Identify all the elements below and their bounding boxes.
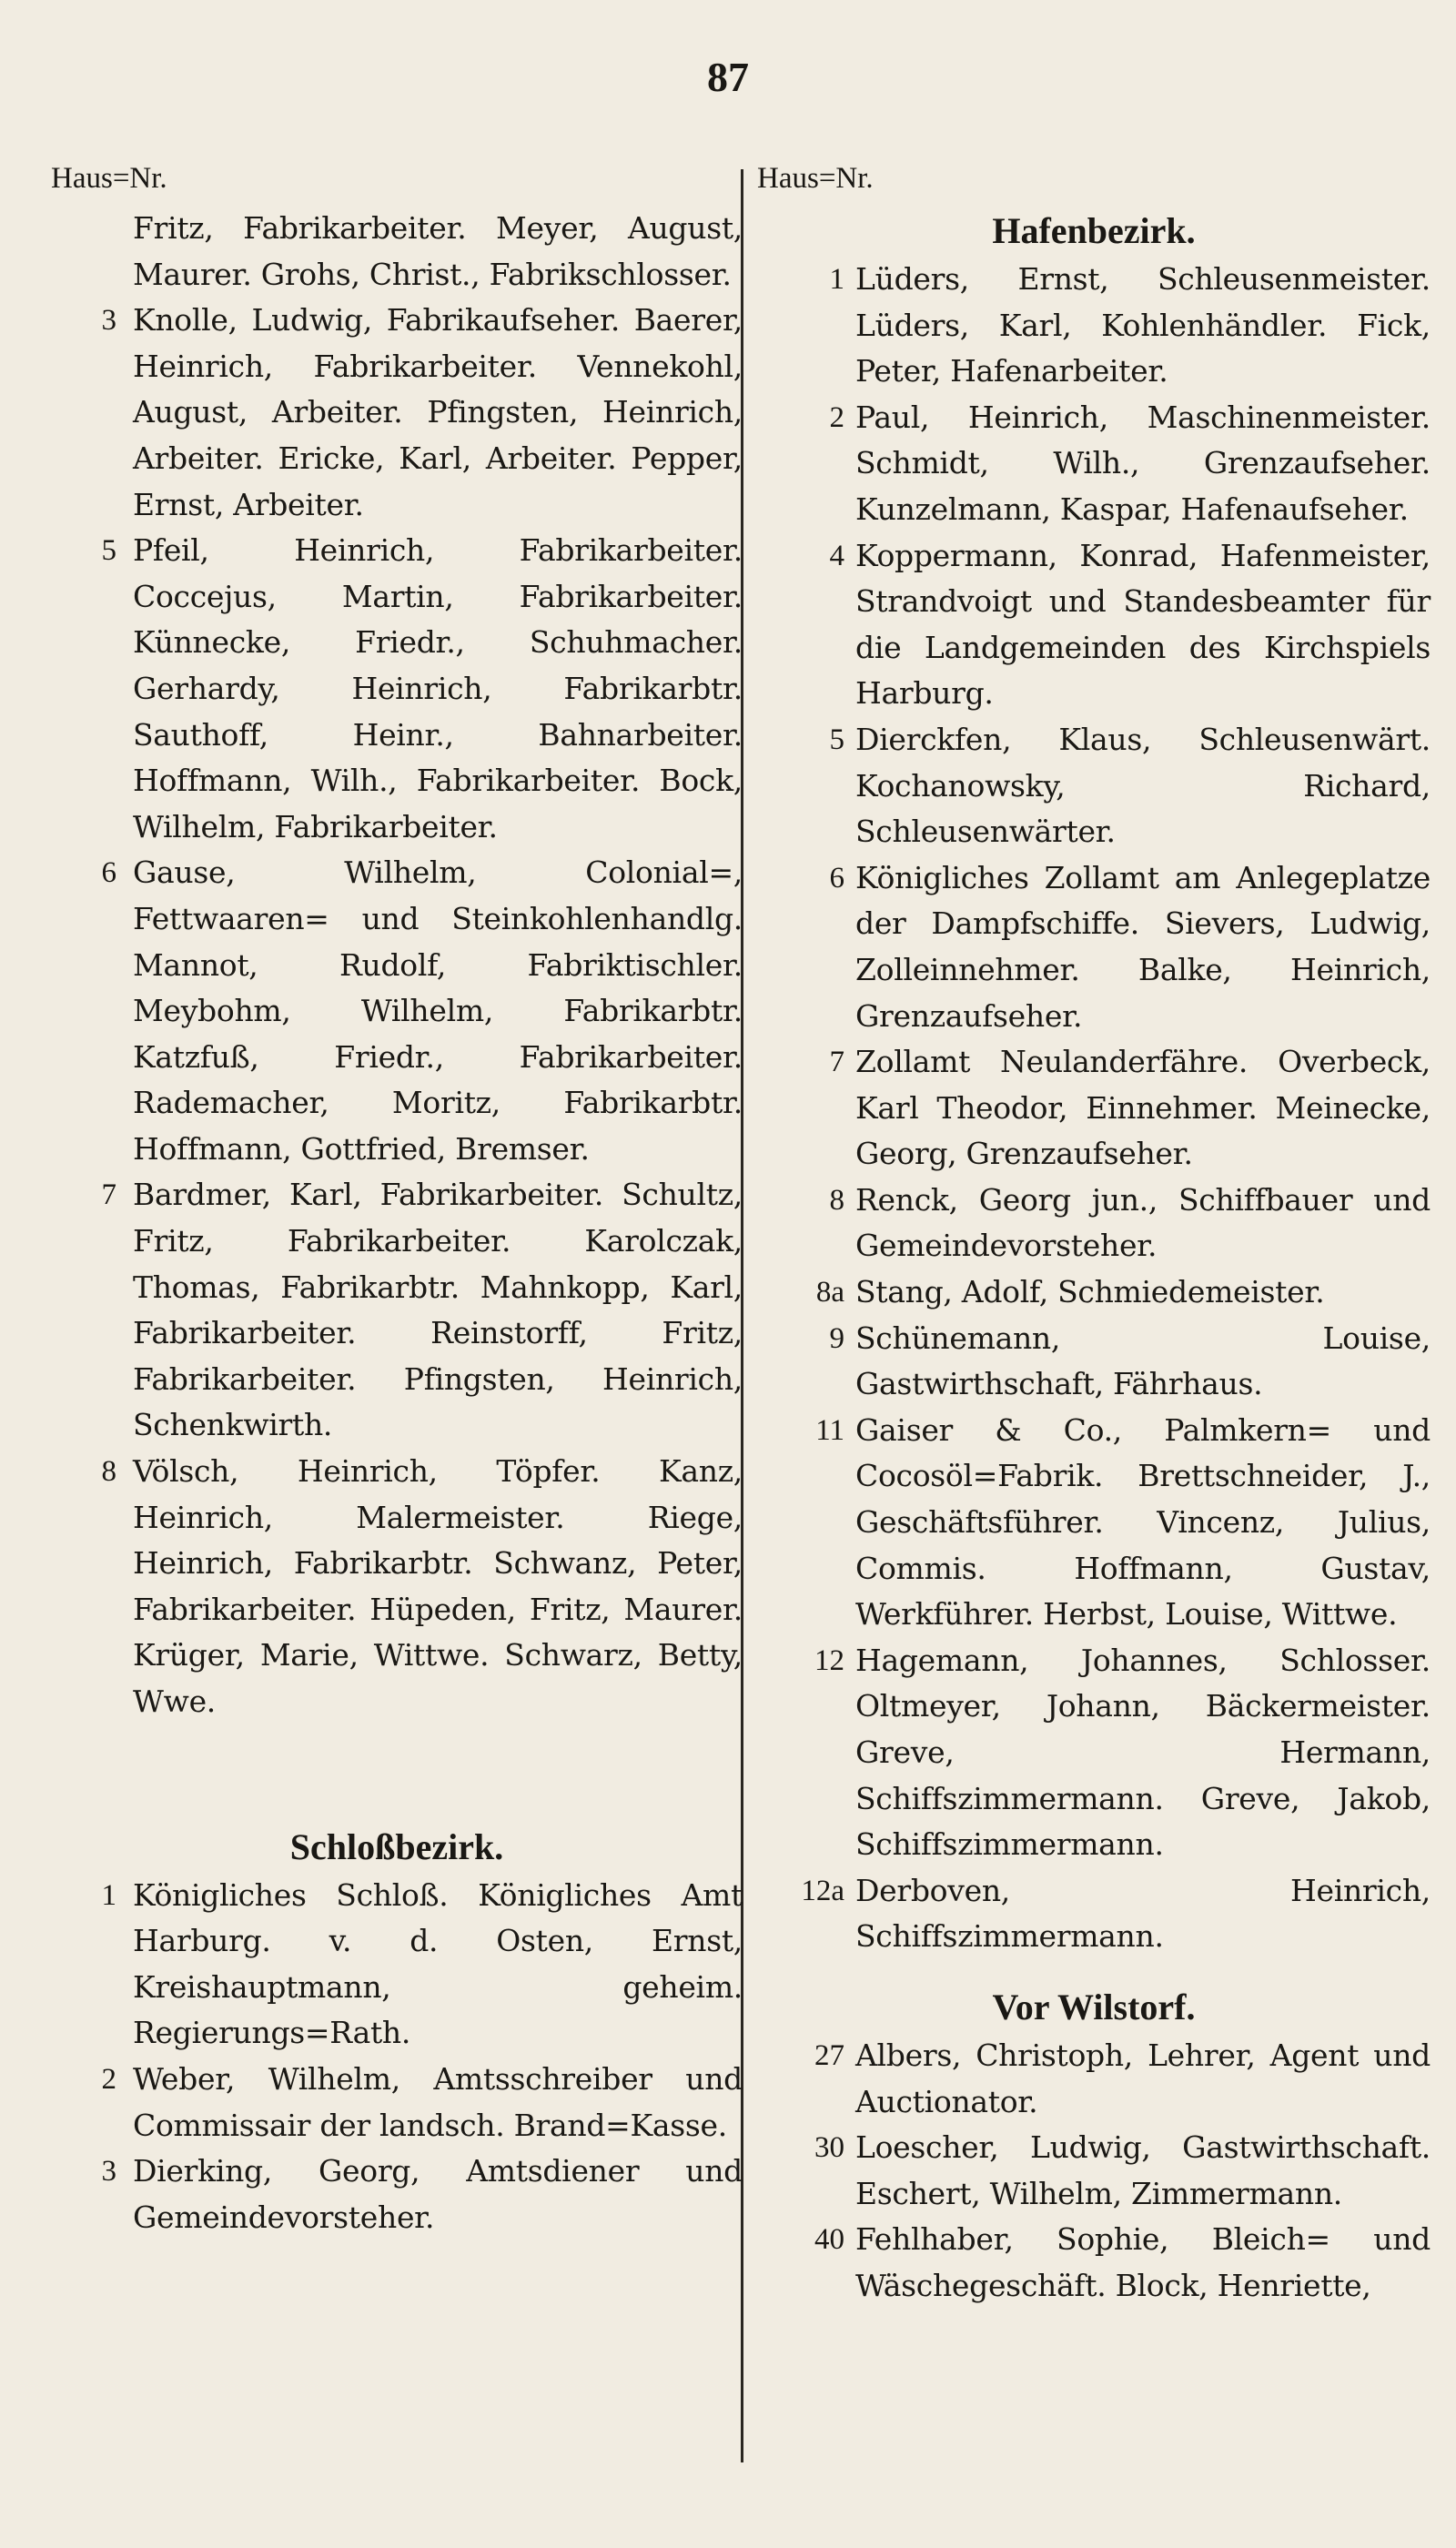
section-title-hafenbezirk: Hafenbezirk.	[992, 210, 1196, 251]
house-number: 40	[814, 2223, 844, 2257]
list-item	[51, 528, 743, 850]
list-item	[757, 1408, 1431, 1638]
list-item	[757, 1868, 1431, 1960]
house-number: 2	[101, 2062, 116, 2096]
house-number: 8a	[815, 1276, 844, 1309]
entry-text: Königliches Zollamt am Anlegeplatze der Dampfschiffe. Sievers, Ludwig, Zolleinnehmer. Balke, Heinrich, Grenzaufseher.	[855, 859, 1431, 1034]
entry-text: Weber, Wilhelm, Amtsschreiber und Commissair der landsch. Brand=Kasse.	[133, 2060, 743, 2143]
list-item	[757, 395, 1431, 533]
list-item	[757, 1039, 1431, 1178]
list-item	[51, 2057, 743, 2149]
list-item	[757, 2217, 1431, 2309]
entry-text: Loescher, Ludwig, Gastwirthschaft. Eschert, Wilhelm, Zimmermann.	[855, 2129, 1431, 2211]
list-item	[757, 717, 1431, 855]
entry-text: Schünemann, Louise, Gastwirthschaft, Fährhaus.	[855, 1320, 1431, 1402]
list-item	[757, 2125, 1431, 2217]
entry-text: Albers, Christoph, Lehrer, Agent und Auctionator.	[855, 2037, 1431, 2119]
section-spacer	[51, 1725, 743, 1822]
right-column	[757, 162, 1431, 2310]
house-number: 6	[101, 856, 116, 890]
page-number: 87	[707, 54, 749, 100]
house-number: 7	[101, 1178, 116, 1212]
entry-text: Gaiser & Co., Palmkern= und Cocosöl=Fabrik. Brettschneider, J., Geschäftsführer. Vincenz, Julius, Commis. Hoffmann, Gustav, Werkführer. Herbst, Louise, Wittwe.	[855, 1411, 1431, 1633]
house-number: 11	[815, 1413, 844, 1447]
entry-text: Völsch, Heinrich, Töpfer. Kanz, Heinrich, Malermeister. Riege, Heinrich, Fabrikarbtr. Schwanz, Peter, Fabrikarbeiter. Hüpeden, Fritz, Maurer. Krüger, Marie, Wittwe. Schwarz, Betty, Wwe.	[133, 1453, 743, 1719]
entry-text: Pfeil, Heinrich, Fabrikarbeiter. Coccejus, Martin, Fabrikarbeiter. Künnecke, Friedr., Schuhmacher. Gerhardy, Heinrich, Fabrikarbtr. Sauthoff, Heinr., Bahnarbeiter. Hoffmann, Wilh., Fabrikarbeiter. Bock, Wilhelm, Fabrikarbeiter.	[133, 532, 743, 844]
house-number: 1	[829, 263, 844, 296]
list-item	[757, 1638, 1431, 1868]
entry-text: Hagemann, Johannes, Schlosser. Oltmeyer, Johann, Bäckermeister. Greve, Hermann, Schiffszimmermann. Greve, Jakob, Schiffszimmermann.	[855, 1642, 1431, 1863]
house-number: 2	[829, 400, 844, 434]
house-number: 8	[101, 1455, 116, 1489]
list-item	[51, 1873, 743, 2057]
list-item	[757, 1269, 1431, 1316]
entry-text: Dierking, Georg, Amtsdiener und Gemeindevorsteher.	[133, 2153, 743, 2235]
entry-text: Lüders, Ernst, Schleusenmeister. Lüders, Karl, Kohlenhändler. Fick, Peter, Hafenarbeiter.	[855, 261, 1431, 389]
list-item	[757, 1178, 1431, 1269]
entry-text: Dierckfen, Klaus, Schleusenwärt. Kochanowsky, Richard, Schleusenwärter.	[855, 721, 1431, 850]
house-number	[51, 206, 133, 298]
list-item	[51, 1172, 743, 1449]
list-item	[51, 1449, 743, 1725]
list-item	[757, 2033, 1431, 2125]
house-number: 3	[101, 304, 116, 338]
entry-text: Zollamt Neulanderfähre. Overbeck, Karl Theodor, Einnehmer. Meinecke, Georg, Grenzaufseher.	[855, 1044, 1431, 1172]
section-spacer	[757, 1960, 1431, 1982]
list-item	[51, 850, 743, 1172]
entry-text: Paul, Heinrich, Maschinenmeister. Schmidt, Wilh., Grenzaufseher. Kunzelmann, Kaspar, Hafenaufseher.	[855, 399, 1431, 527]
house-number: 5	[101, 534, 116, 568]
entry-text: Renck, Georg jun., Schiffbauer und Gemeindevorsteher.	[855, 1181, 1431, 1264]
list-item	[51, 2149, 743, 2240]
list-item	[51, 206, 743, 298]
list-item	[757, 1316, 1431, 1408]
house-number-header: Haus=Nr.	[51, 162, 167, 195]
entry-text: Koppermann, Konrad, Hafenmeister, Strandvoigt und Standesbeamter für die Landgemeinden des Kirchspiels Harburg.	[855, 537, 1431, 712]
list-item	[757, 257, 1431, 395]
list-item	[757, 855, 1431, 1039]
house-number: 5	[829, 723, 844, 756]
house-number: 4	[829, 539, 844, 572]
section-title-vor-wilstorf: Vor Wilstorf.	[992, 1986, 1196, 2027]
entry-text: Fehlhaber, Sophie, Bleich= und Wäschegeschäft. Block, Henriette,	[855, 2221, 1431, 2303]
entry-text: Bardmer, Karl, Fabrikarbeiter. Schultz, Fritz, Fabrikarbeiter. Karolczak, Thomas, Fabrikarbtr. Mahnkopp, Karl, Fabrikarbeiter. Reinstorff, Fritz, Fabrikarbeiter. Pfingsten, Heinrich, Schenkwirth.	[133, 1177, 743, 1443]
house-number: 7	[829, 1046, 844, 1079]
entry-text: Derboven, Heinrich, Schiffszimmermann.	[855, 1872, 1431, 1955]
entry-text: Fritz, Fabrikarbeiter. Meyer, August, Maurer. Grohs, Christ., Fabrikschlosser.	[133, 210, 743, 292]
house-number: 30	[814, 2131, 844, 2165]
house-number: 8	[829, 1183, 844, 1217]
list-item	[757, 533, 1431, 717]
house-number: 12a	[801, 1874, 844, 1907]
house-number: 9	[829, 1321, 844, 1355]
house-number-header: Haus=Nr.	[757, 162, 874, 195]
section-title-schlossbezirk: Schloßbezirk.	[289, 1825, 504, 1867]
house-number: 1	[101, 1878, 116, 1912]
entry-text: Knolle, Ludwig, Fabrikaufseher. Baerer, Heinrich, Fabrikarbeiter. Vennekohl, August, Arbeiter. Pfingsten, Heinrich, Arbeiter. Ericke, Karl, Arbeiter. Pepper, Ernst, Arbeiter.	[133, 302, 743, 522]
entry-text: Königliches Schloß. Königliches Amt Harburg. v. d. Osten, Ernst, Kreishauptmann, geheim. Regierungs=Rath.	[133, 1876, 743, 2051]
house-number: 6	[829, 861, 844, 895]
house-number: 12	[814, 1643, 844, 1677]
list-item	[51, 298, 743, 528]
left-column	[51, 162, 743, 2240]
house-number: 3	[101, 2155, 116, 2189]
entry-text: Gause, Wilhelm, Colonial=, Fettwaaren= und Steinkohlenhandlg. Mannot, Rudolf, Fabriktischler. Meybohm, Wilhelm, Fabrikarbtr. Katzfuß, Friedr., Fabrikarbeiter. Rademacher, Moritz, Fabrikarbtr. Hoffmann, Gottfried, Bremser.	[133, 854, 743, 1167]
entry-text: Stang, Adolf, Schmiedemeister.	[855, 1274, 1325, 1310]
house-number: 27	[814, 2038, 844, 2072]
